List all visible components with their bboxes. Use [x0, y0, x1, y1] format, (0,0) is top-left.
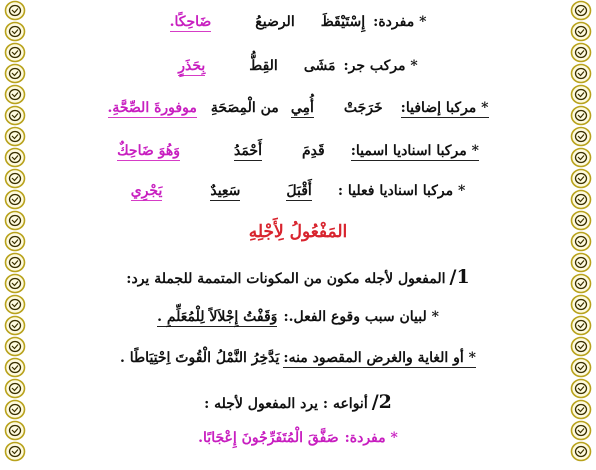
section1-bullet2 [44, 350, 552, 368]
highlighted-word: موفورةَ الصِّحَّةِ. [107, 100, 197, 116]
ring-ornament-icon [4, 21, 26, 42]
example-row-verbal [44, 183, 552, 201]
example-word: خَرَجَتْ [343, 100, 383, 116]
example-word: من الْمِصَحَةِ [210, 100, 279, 116]
document-page [44, 0, 552, 470]
ring-ornament-icon [570, 357, 592, 378]
row-label: * مركبا اسناديا اسميا: [350, 143, 479, 159]
ring-ornament-icon [570, 378, 592, 399]
ring-ornament-icon [570, 420, 592, 441]
example-word: القِطُّ [249, 58, 278, 74]
bullet-label: * مفردة: [344, 430, 398, 446]
highlighted-word: بِحَذَرٍ [178, 58, 206, 74]
ring-ornament-icon [4, 441, 26, 462]
highlighted-word: يَجْرِي [130, 183, 163, 199]
bullet-label: * أو الغاية والغرض المقصود منه: [283, 350, 476, 366]
ring-ornament-icon [570, 105, 592, 126]
bullet-example: صَفَّقَ الْمُتَفَرِّجُونَ إِعْجَابًا. [198, 430, 339, 446]
ring-ornament-icon [4, 357, 26, 378]
ring-ornament-icon [4, 273, 26, 294]
row-label: * مركبا إضافيا: [400, 100, 489, 116]
ring-ornament-icon [570, 252, 592, 273]
ring-ornament-icon [570, 399, 592, 420]
section-number: 2/ [371, 391, 392, 413]
example-row-prepositional [44, 58, 552, 76]
ring-ornament-icon [4, 126, 26, 147]
example-word: قَدِمَ [301, 143, 325, 159]
section2-bullet1 [44, 430, 552, 446]
ring-ornament-icon [570, 315, 592, 336]
ring-ornament-icon [4, 336, 26, 357]
section1-heading-row [44, 266, 552, 288]
example-word: سَعِيدٌ [210, 183, 241, 199]
ring-ornament-icon [4, 105, 26, 126]
ring-ornament-icon [4, 63, 26, 84]
example-row-single [44, 14, 552, 32]
ring-ornament-icon [4, 168, 26, 189]
ring-ornament-icon [570, 21, 592, 42]
ring-ornament-icon [570, 231, 592, 252]
highlighted-word: وَهُوَ ضَاحِكٌ [117, 143, 180, 159]
section-title-row [44, 222, 552, 242]
highlighted-word: ضَاحِكًا. [169, 14, 212, 30]
ring-ornament-icon [570, 210, 592, 231]
example-word: أَحْمَدُ [233, 143, 262, 159]
ring-ornament-icon [4, 210, 26, 231]
ring-ornament-icon [570, 336, 592, 357]
ring-ornament-icon [4, 252, 26, 273]
ring-ornament-icon [570, 84, 592, 105]
example-row-nominal [44, 143, 552, 161]
section1-bullet1 [44, 309, 552, 327]
example-word: الرضيعُ [255, 14, 295, 30]
ring-ornament-icon [4, 147, 26, 168]
example-word: إِسْتَيْقَظَ [320, 14, 366, 30]
section-text: أنواعه : يرد المفعول لأجله : [204, 396, 368, 412]
ring-ornament-icon [4, 399, 26, 420]
example-word: أُمِي [290, 100, 314, 116]
ring-ornament-icon [570, 273, 592, 294]
ring-ornament-icon [570, 0, 592, 21]
ring-ornament-icon [570, 63, 592, 84]
row-label: * مفردة: [373, 14, 427, 30]
example-word: أَقْبَلَ [286, 183, 312, 199]
ring-ornament-icon [570, 147, 592, 168]
row-label: * مركب جر: [343, 58, 418, 74]
ring-ornament-icon [570, 168, 592, 189]
ring-ornament-icon [570, 126, 592, 147]
ring-ornament-icon [4, 420, 26, 441]
bullet-example: وَقَفْتُ إِجْلاَلاً لِلْمُعَلِّمِ . [157, 309, 278, 325]
ring-ornament-icon [4, 378, 26, 399]
section-text: المفعول لأجله مكون من المكونات المتممة للجملة يرد: [126, 271, 446, 287]
section-number: 1/ [449, 266, 470, 288]
ring-ornament-icon [4, 42, 26, 63]
ring-ornament-icon [570, 189, 592, 210]
ring-ornament-icon [4, 294, 26, 315]
ring-ornament-icon [4, 0, 26, 21]
left-decorative-border [0, 0, 30, 470]
bullet-label: * لبيان سبب وقوع الفعل.: [283, 309, 439, 325]
row-label: * مركبا اسناديا فعليا : [337, 183, 466, 199]
example-row-annexation [44, 100, 552, 118]
section2-heading-row [44, 391, 552, 413]
ring-ornament-icon [570, 42, 592, 63]
right-decorative-border [566, 0, 596, 470]
ring-ornament-icon [570, 294, 592, 315]
ring-ornament-icon [570, 441, 592, 462]
ring-ornament-icon [4, 189, 26, 210]
section-title: المَفْعُولُ لِأَجْلِهِ [248, 222, 348, 242]
ring-ornament-icon [4, 315, 26, 336]
bullet-example: يَدَّخِرُ النَّمْلُ الْقُوتَ اِحْتِيَاطًا . [120, 350, 280, 366]
example-word: مَشَى [303, 58, 336, 74]
ring-ornament-icon [4, 231, 26, 252]
ring-ornament-icon [4, 84, 26, 105]
